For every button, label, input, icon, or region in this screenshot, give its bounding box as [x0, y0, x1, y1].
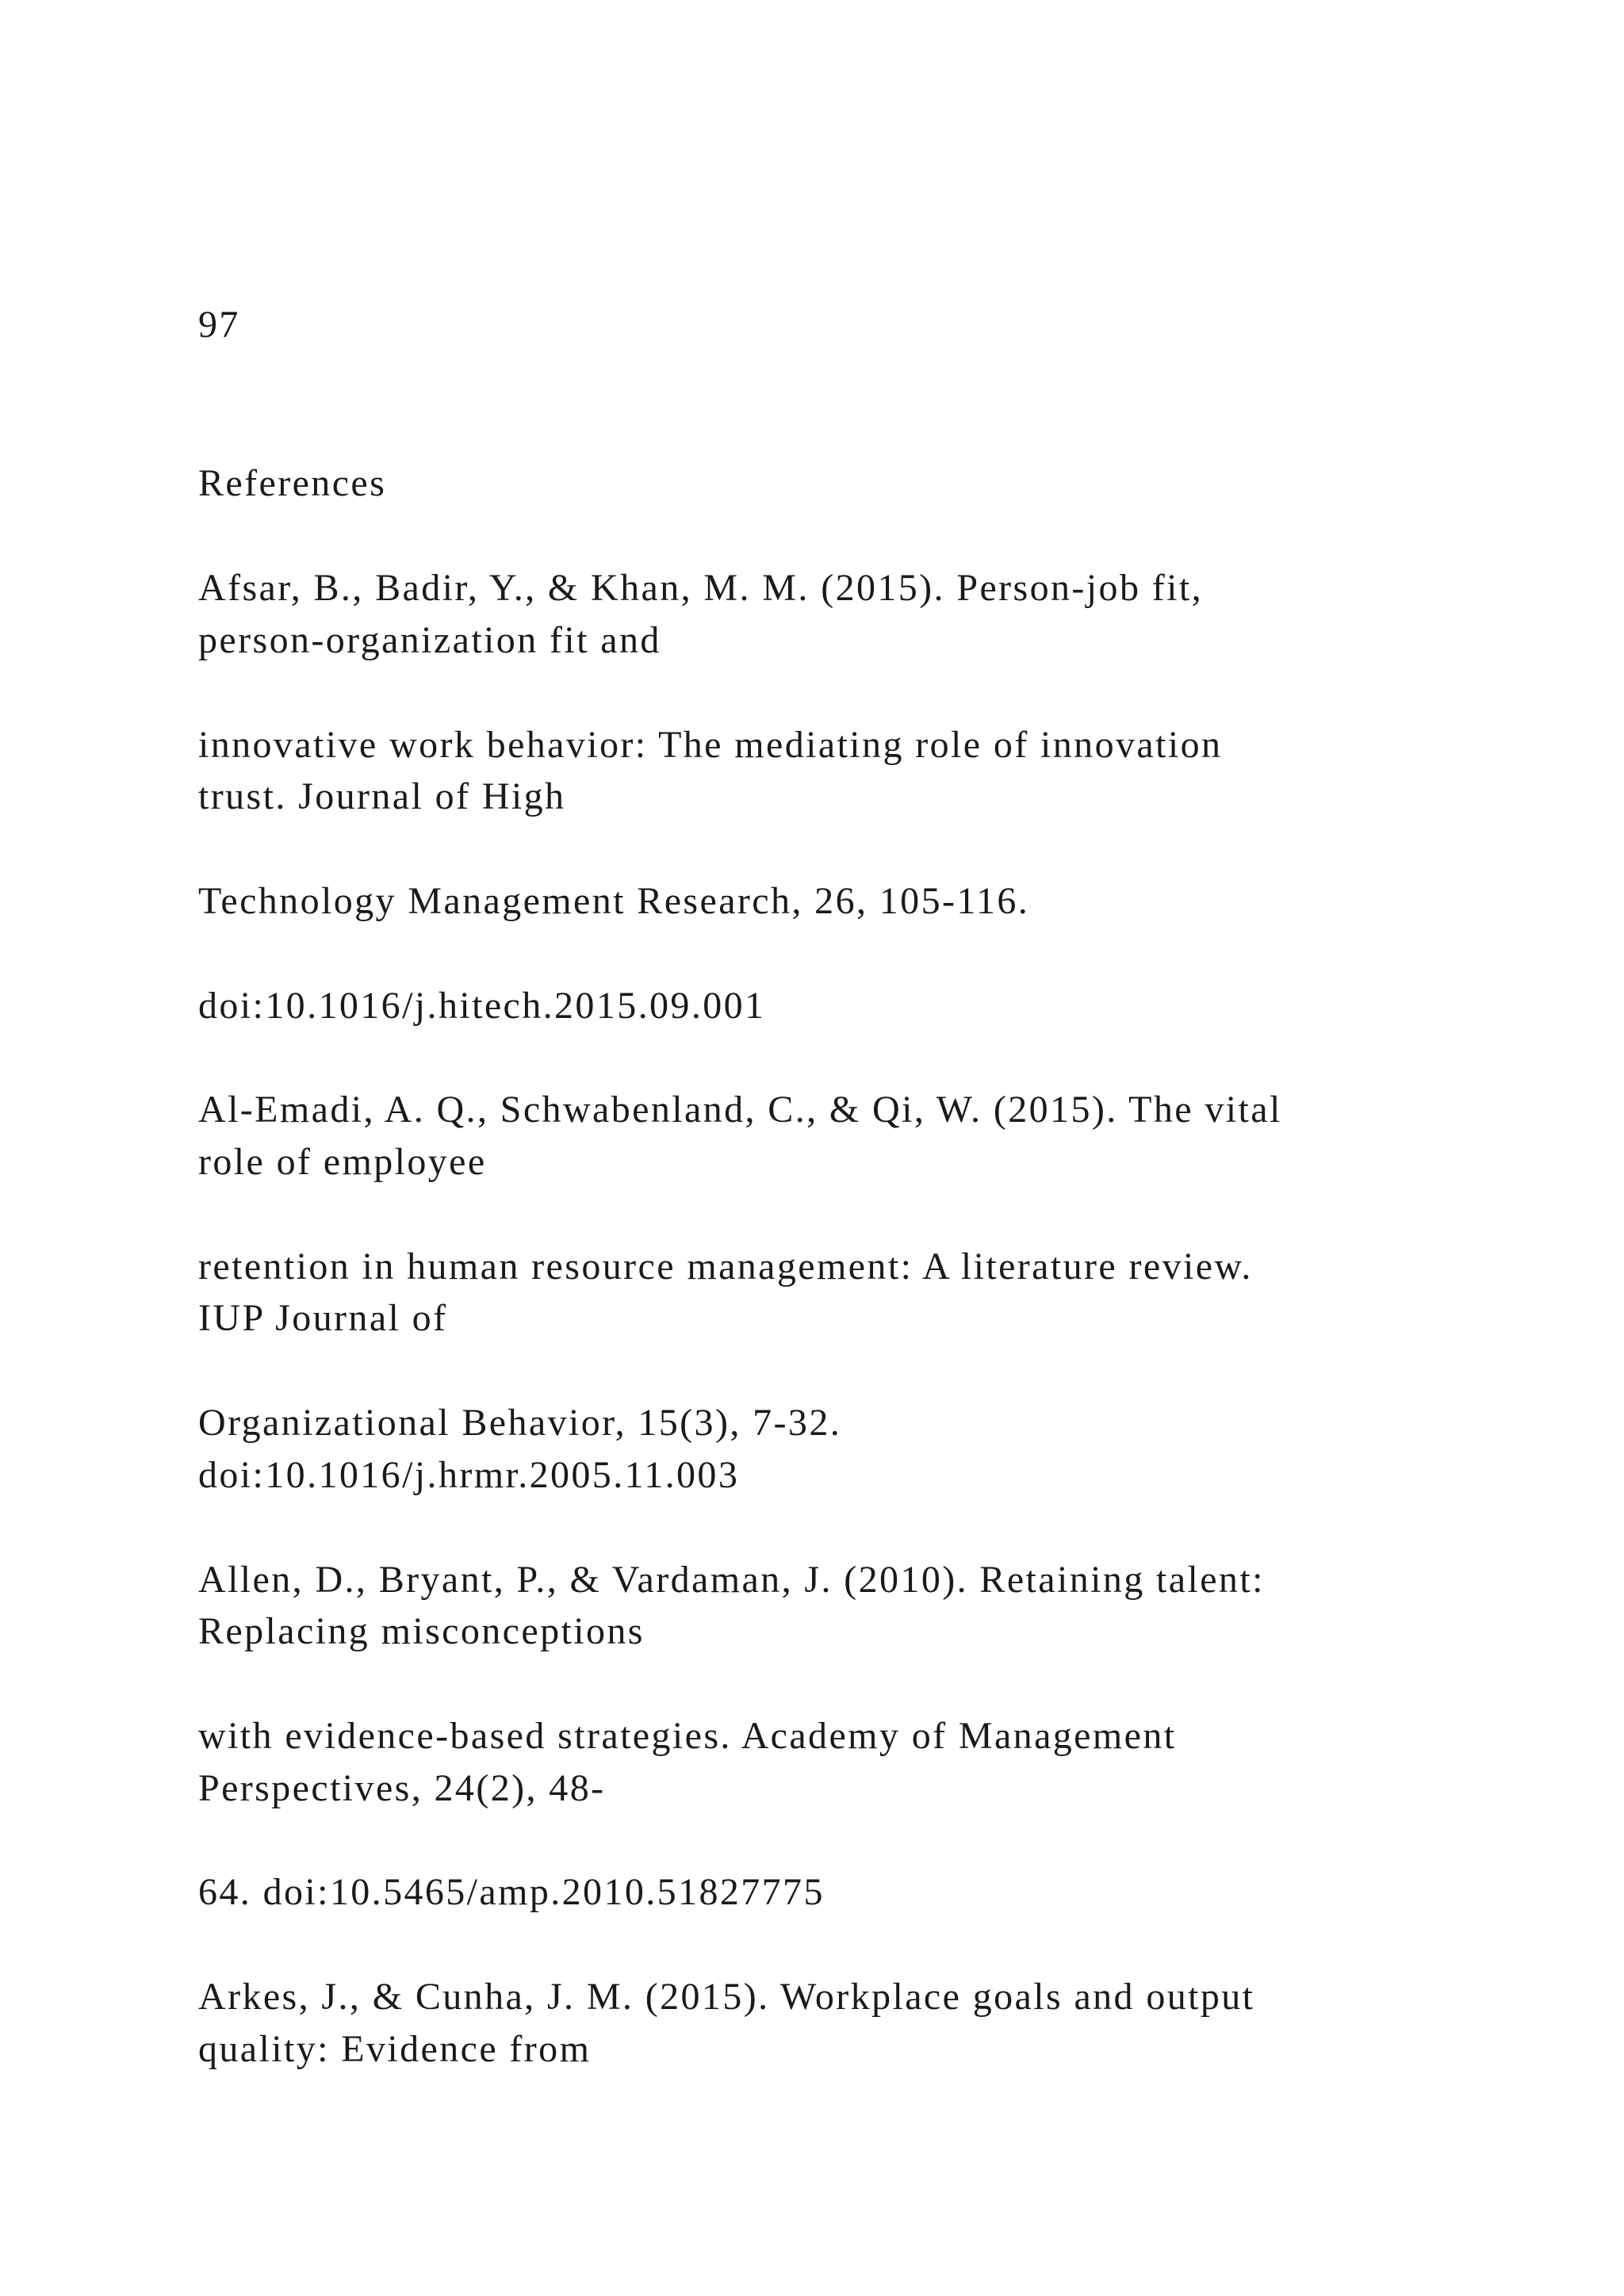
reference-line: Organizational Behavior, 15(3), 7-32. — [198, 1402, 842, 1444]
page-number: 97 — [198, 304, 240, 346]
reference-line: role of employee — [198, 1141, 487, 1183]
reference-line: person-organization fit and — [198, 619, 661, 661]
reference-line: 64. doi:10.5465/amp.2010.51827775 — [198, 1871, 825, 1913]
reference-line: Al-Emadi, A. Q., Schwabenland, C., & Qi, W. (2015). The vital — [198, 1089, 1282, 1131]
references-heading: References — [198, 462, 387, 504]
reference-line: retention in human resource management: A literature review. — [198, 1246, 1253, 1288]
reference-line: doi:10.1016/j.hrmr.2005.11.003 — [198, 1454, 740, 1496]
reference-line: Allen, D., Bryant, P., & Vardaman, J. (2010). Retaining talent: — [198, 1559, 1265, 1601]
reference-line: Perspectives, 24(2), 48- — [198, 1767, 606, 1809]
reference-line: innovative work behavior: The mediating role of innovation — [198, 724, 1223, 766]
reference-line: Afsar, B., Badir, Y., & Khan, M. M. (2015). Person-job fit, — [198, 567, 1203, 609]
reference-line: Replacing misconceptions — [198, 1610, 645, 1652]
reference-line: with evidence-based strategies. Academy of Management — [198, 1715, 1177, 1757]
reference-line: Arkes, J., & Cunha, J. M. (2015). Workplace goals and output — [198, 1976, 1255, 2018]
reference-line: IUP Journal of — [198, 1297, 448, 1339]
reference-line: trust. Journal of High — [198, 775, 566, 817]
reference-line: Technology Management Research, 26, 105-116. — [198, 880, 1030, 922]
reference-line: doi:10.1016/j.hitech.2015.09.001 — [198, 985, 766, 1027]
reference-line: quality: Evidence from — [198, 2028, 592, 2070]
